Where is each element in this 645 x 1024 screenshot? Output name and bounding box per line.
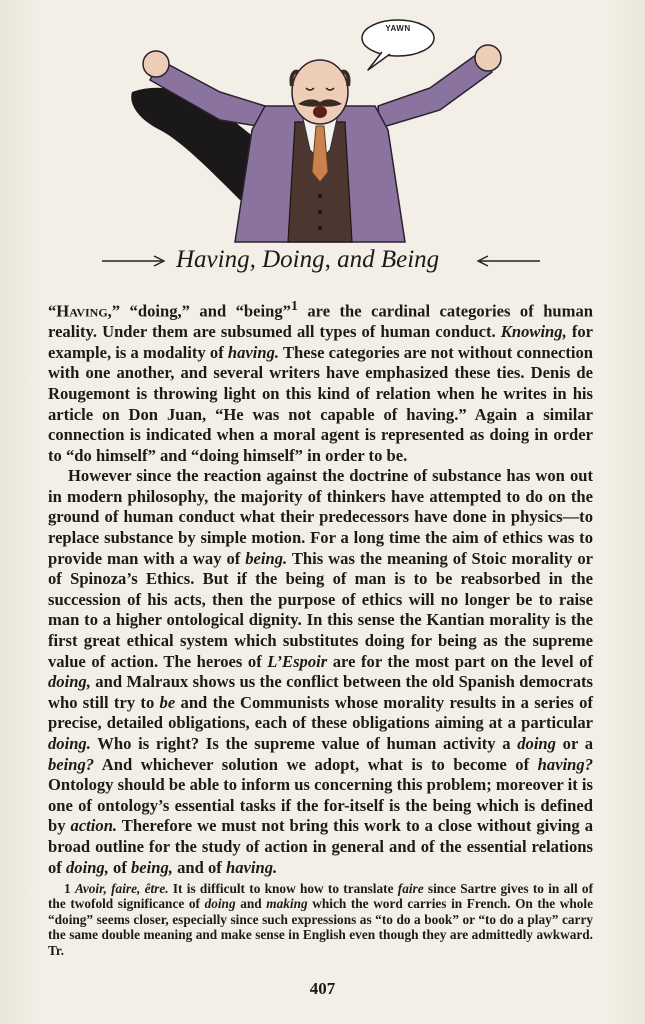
speech-bubble-text: YAWN [385, 24, 411, 33]
paragraph-2: However since the reaction against the doctrine of substance has won out in modern philosophy, the majority of thinkers have attempted to do on the ground of human conduct what their predecessors have done in physics—to replace substance by simple motion. For a long time the aim of ethics was to provide man with a way of being. This was the meaning of Stoic morality or of Spinoza’s Ethics. But if the being of man is to be reabsorbed in the succession of his acts, then the purpose of ethics will no longer be to raise man to a higher ontological dignity. In this sense the Kantian morality is the first great ethical system which substitutes doing for being as the supreme value of action. The heroes of L’Espoir are for the most part on the level of doing, and Malraux shows us the conflict between the old Spanish democrats who still try to be and the Communists whose morality results in a series of precise, detailed obligations, each of these obligations aiming at a particular doing. Who is right? Is the supreme value of human activity a doing or a being? And whichever solution we adopt, what is to become of having? Ontology should be able to inform us concerning this problem; moreover it is one of ontology’s essential tasks if the for-itself is the being which is defined by action. Therefore we must not bring this work to a close without giving a broad outline for the study of action in general and of the essential relations of doing, of being, and of having. [48, 466, 593, 877]
yawning-man-illustration [120, 10, 520, 245]
footnote-number: 1 [64, 881, 71, 896]
footnote-marker: 1 [290, 298, 298, 313]
footnote: 1 Avoir, faire, être. It is difficult to know how to translate faire since Sartre gives to in all of the twofold significance of doing and making which the word carries in French. On the whole “doing” seems closer, especially since such expressions as “to do a book” or “to do a play” carry the same double meaning and make sense in English even though they are admittedly awkward. Tr. [48, 881, 594, 958]
page-number: 407 [309, 979, 336, 998]
right-arm [378, 52, 492, 128]
left-fist [143, 51, 169, 77]
chapter-title: Having, Doing, and Being [176, 246, 440, 273]
body-text [48, 296, 593, 878]
arrow-left-icon [474, 254, 542, 268]
section-heading [100, 246, 540, 280]
paragraph-1: “Having,” “doing,” and “being”$^1$ are the cardinal categories of human reality. Under them are subsumed all types of human conduct. Knowing, for example, is a modality of having. These categories are not without connection with one another, and several writers have emphasized these ties. Denis de Rougemont is throwing light on this kind of relation when he writes in his article on Don Juan, “He was not capable of having.” Again a similar connection is indicated when a moral agent is represented as doing in order to “do himself” and “doing himself” in order to be. [48, 298, 594, 465]
arrow-right-icon [100, 254, 168, 268]
right-fist [475, 45, 501, 71]
